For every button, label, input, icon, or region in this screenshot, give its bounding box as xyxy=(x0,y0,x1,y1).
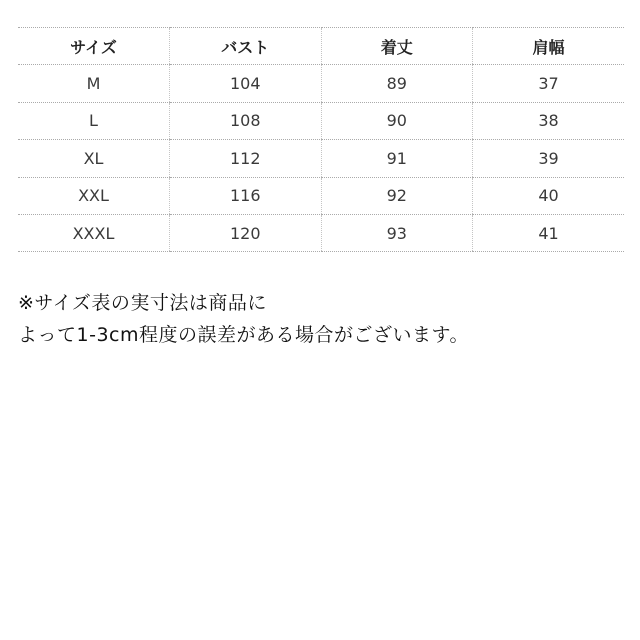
bust-cell: 120 xyxy=(170,214,322,251)
length-cell: 93 xyxy=(321,214,473,251)
header-shoulder: 肩幅 xyxy=(473,28,625,65)
table-header-row xyxy=(18,28,624,65)
length-cell: 92 xyxy=(321,177,473,214)
shoulder-cell: 41 xyxy=(473,214,625,251)
header-bust: バスト xyxy=(170,28,322,65)
table-row xyxy=(18,102,624,139)
note-line-1: ※サイズ表の実寸法は商品に xyxy=(18,292,267,314)
shoulder-cell: 40 xyxy=(473,177,625,214)
shoulder-cell: 38 xyxy=(473,102,625,139)
length-cell: 91 xyxy=(321,140,473,177)
shoulder-cell: 37 xyxy=(473,65,625,102)
shoulder-cell: 39 xyxy=(473,140,625,177)
length-cell: 89 xyxy=(321,65,473,102)
size-cell: XL xyxy=(18,140,170,177)
bust-cell: 104 xyxy=(170,65,322,102)
size-cell: M xyxy=(18,65,170,102)
bust-cell: 116 xyxy=(170,177,322,214)
bust-cell: 112 xyxy=(170,140,322,177)
header-size: サイズ xyxy=(18,28,170,65)
header-length: 着丈 xyxy=(321,28,473,65)
bust-cell: 108 xyxy=(170,102,322,139)
size-chart-table xyxy=(18,27,624,252)
length-cell: 90 xyxy=(321,102,473,139)
measurement-note xyxy=(18,287,624,351)
table-row xyxy=(18,140,624,177)
note-line-2: よって1-3cm程度の誤差がある場合がございます。 xyxy=(18,324,469,346)
size-cell: XXXL xyxy=(18,214,170,251)
size-cell: L xyxy=(18,102,170,139)
table-row xyxy=(18,177,624,214)
table-row xyxy=(18,65,624,102)
size-cell: XXL xyxy=(18,177,170,214)
table-row xyxy=(18,214,624,251)
